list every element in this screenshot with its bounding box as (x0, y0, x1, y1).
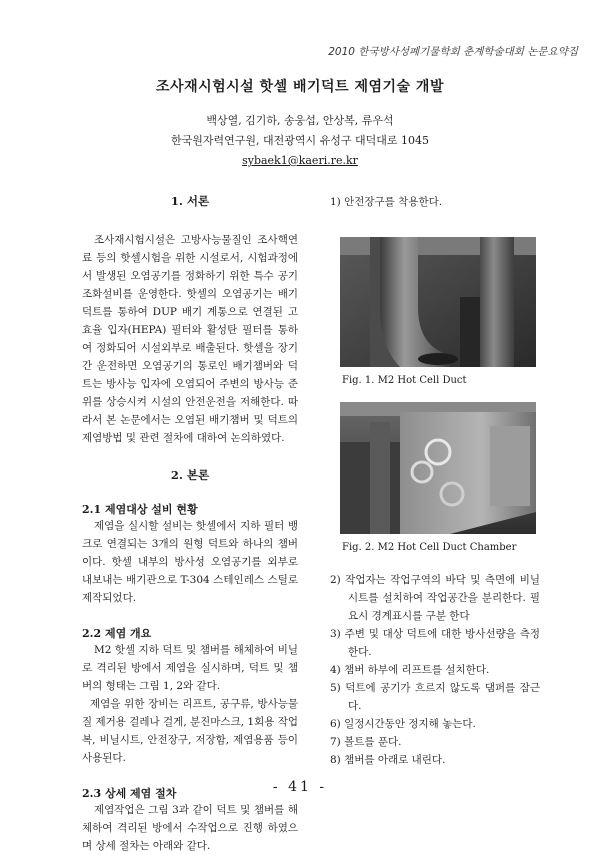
subsection-heading-2-2: 2.2 제염 개요 (82, 627, 152, 640)
step-8: 8) 챔버를 아래로 내린다. (330, 754, 446, 766)
left-column (82, 193, 298, 855)
running-header: 2010 한국방사성폐기물학회 춘계학술대회 논문요약집 (328, 46, 578, 58)
page-number: - 41 - (272, 779, 328, 795)
figure-2 (340, 402, 536, 553)
step-5: 5) 덕트에 공기가 흐르지 않도록 댐퍼를 잠근다. (330, 682, 540, 712)
figure-2-photo (340, 402, 536, 534)
figure-1-caption: Fig. 1. M2 Hot Cell Duct (342, 375, 467, 386)
section-heading-intro: 1. 서론 (170, 194, 210, 208)
paragraph-2-2b: 제염을 위한 장비는 리프트, 공구류, 방사능물질 제거용 걸레나 걸게, 분진마스크, 1회용 작업복, 비닐시트, 안전장구, 저장함, 제염용품 등이 사용된다. (82, 698, 298, 764)
procedure-steps (330, 571, 540, 769)
title-block (0, 76, 600, 167)
step-3: 3) 주변 및 대상 덕트에 대한 방사선량을 측정한다. (330, 628, 540, 658)
step-1: 1) 안전장구를 착용한다. (330, 196, 443, 208)
duct-photo-graphic (340, 237, 536, 367)
paragraph-2-3: 제염작업은 그림 3과 같이 덕트 및 챔버를 해체하여 격리된 방에서 수작업으로 진행 하였으며 상세 절차는 아래와 같다. (82, 804, 298, 852)
affiliation: 한국원자력연구원, 대전광역시 유성구 대덕대로 1045 (171, 134, 429, 147)
intro-paragraph: 조사재시험시설은 고방사능물질인 조사핵연료 등의 핫셀시험을 위한 시설로서, 시험과정에서 발생된 오염공기를 정화하기 위한 특수 공기조화설비를 운영한다. 핫셀의 오염공기는 배기 덕트를 통하여 DUP 배기 계통으로 연결된 고효율 입자(HEPA) 필터와 활성탄 필터를 통하여 정화되어 시설외부로 배출된다. 핫셀을 장기간 운전하면 오염공기의 통로인 배기챔버와 덕트는 방사능 입자에 오염되어 주변의 방사능 준위를 상승시켜 시설의 안전운전을 저해한다. 따라서 본 논문에서는 오염된 배기챔버 및 덕트의 제염방법 및 관련 절차에 대하여 논의하였다. (82, 234, 298, 444)
step-2: 2) 작업자는 작업구역의 바닥 및 측면에 비닐시트를 설치하여 작업공간을 분리한다. 필요시 경계표시를 구분 한다 (330, 574, 540, 622)
paragraph-2-2a: M2 핫셀 지하 덕트 및 챔버를 해체하여 비닐로 격리된 방에서 제염을 실시하며, 덕트 및 챔버의 형태는 그림 1, 2와 같다. (82, 644, 298, 692)
step-4: 4) 챔버 하부에 리프트를 설치한다. (330, 664, 490, 676)
author-list: 백상열, 김기하, 송웅섭, 안상복, 류우석 (206, 114, 394, 127)
figure-1 (340, 237, 536, 386)
subsection-heading-2-1: 2.1 제염대상 설비 현황 (82, 503, 198, 516)
right-column (330, 193, 540, 769)
step-7: 7) 볼트를 푼다. (330, 736, 402, 748)
section-heading-body: 2. 본론 (170, 468, 210, 482)
figure-1-photo (340, 237, 536, 367)
author-email-link[interactable]: sybaek1@kaeri.re.kr (242, 154, 358, 167)
paragraph-2-1: 제염을 실시할 설비는 핫셀에서 지하 필터 뱅크로 연결되는 3개의 원형 덕트와 하나의 챔버이다. 핫셀 내부의 방사성 오염공기를 외부로 내보내는 배기관으로 T-304 스테인레스 스틸로 제작되었다. (82, 520, 298, 604)
paper-title: 조사재시험시설 핫셀 배기덕트 제염기술 개발 (156, 79, 444, 95)
step-6: 6) 일정시간동안 정지해 놓는다. (330, 718, 476, 730)
chamber-photo-graphic (340, 402, 536, 534)
figure-2-caption: Fig. 2. M2 Hot Cell Duct Chamber (342, 542, 517, 553)
subsection-heading-2-3: 2.3 상세 제염 절차 (82, 787, 177, 800)
